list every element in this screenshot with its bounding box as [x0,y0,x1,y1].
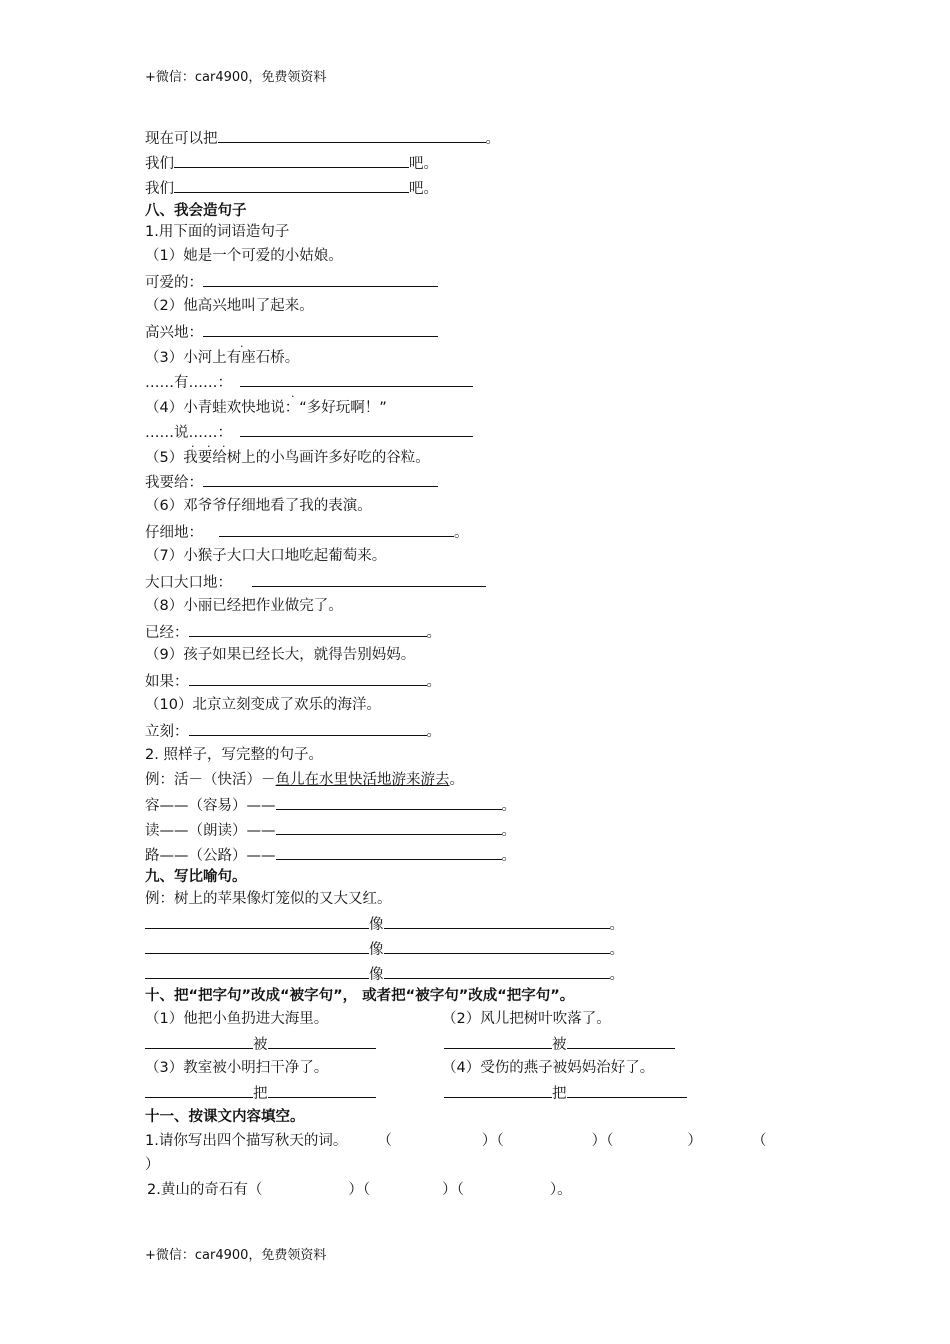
word-chain-line-1: 容——（容易）—— 。 [145,794,516,816]
answer-blank[interactable] [444,1033,552,1049]
convert-question-2: （2）风儿把树叶吹落了。 [442,1011,611,1027]
emphasis-dot: · [222,440,226,453]
answer-blank[interactable] [384,938,610,954]
word-label: 高兴地： [145,325,203,341]
make-sentence-line-9: 如果： 。 [145,670,441,692]
word-chain-line-2: 读——（朗读）—— 。 [145,819,516,841]
example-sentence-6: （6）邓爷爷仔细地看了我的表演。 [145,498,372,514]
word-label: 立刻： [145,724,189,740]
convert-question-3: （3）教室被小明扫干净了。 [145,1060,329,1076]
answer-blank[interactable] [567,1082,687,1098]
section-10-title: 十、把“把字句”改成“被字句”， 或者把“被字句”改成“把字句”。 [145,988,575,1004]
section-9-title: 九、写比喻句。 [145,869,247,885]
emphasis-dot: · [240,340,244,353]
fill-line-3 [145,177,438,199]
fill-suffix: 吧。 [409,181,438,197]
answer-blank[interactable] [145,963,369,979]
page-header: +微信：car4900，免费领资料 [145,70,327,85]
fill-line-2 [145,152,438,174]
word-label: 大口大口地： [145,575,232,591]
section-8-title: 八、我会造句子 [145,203,247,219]
make-sentence-line-5 [145,471,438,493]
page-footer: +微信：car4900，免费领资料 [145,1248,327,1263]
example-sentence-1: （1）她是一个可爱的小姑娘。 [145,248,343,264]
convert-answer-4: 把 [444,1082,687,1104]
answer-blank[interactable] [276,844,502,860]
answer-blank[interactable] [174,177,409,193]
word-label: ……说……： [145,425,232,441]
answer-blank[interactable] [145,913,369,929]
section-8-sub1: 1.用下面的词语造句子 [145,224,290,240]
example-sentence-3: （3）小河上有座石桥。 [145,350,300,366]
make-sentence-line-8: 已经： 。 [145,621,441,643]
make-sentence-line-7 [145,571,486,593]
answer-blank[interactable] [218,127,486,143]
answer-blank[interactable] [276,819,502,835]
answer-blank[interactable] [252,571,486,587]
word-label: 仔细地： [145,525,203,541]
answer-blank[interactable] [444,1082,552,1098]
answer-blank[interactable] [189,621,427,637]
emphasis-dot: · [207,440,211,453]
fill-suffix: 。 [485,131,500,147]
answer-blank[interactable] [145,1033,253,1049]
answer-blank[interactable] [567,1033,675,1049]
autumn-words-wrap: ） [145,1157,160,1173]
fill-suffix: 吧。 [409,156,438,172]
example-sentence-8: （8）小丽已经把作业做完了。 [145,598,343,614]
simile-line-1: 像 。 [145,913,624,935]
answer-blank[interactable] [268,1033,376,1049]
answer-blank[interactable] [384,963,610,979]
word-chain-line-3: 路——（公路）—— 。 [145,844,516,866]
word-label: 已经： [145,625,189,641]
make-sentence-line-1 [145,271,438,293]
emphasis-dot: · [191,440,195,453]
simile-line-2: 像 。 [145,938,624,960]
section-11-title: 十一、按课文内容填空。 [145,1109,305,1125]
answer-blank[interactable] [174,152,409,168]
answer-blank[interactable] [240,421,473,437]
example-sentence-2: （2）他高兴地叫了起来。 [145,298,314,314]
answer-blank[interactable] [240,371,473,387]
simile-line-3: 像 。 [145,963,624,985]
make-sentence-line-2 [145,321,438,343]
huangshan-question: 2.黄山的奇石有（ ）（ ）（ ）。 [147,1182,572,1198]
convert-question-1: （1）他把小鱼扔进大海里。 [145,1011,329,1027]
convert-answer-3: 把 [145,1082,376,1104]
word-label: 我要给： [145,475,203,491]
section-9-example: 例：树上的苹果像灯笼似的又大又红。 [145,891,392,907]
word-label: 可爱的： [145,275,203,291]
make-sentence-line-6: 仔细地： 。 [145,521,469,543]
emphasis-dot: · [291,390,295,403]
example-sentence-4: （4）小青蛙欢快地说：“多好玩啊！” [145,400,387,416]
example-sentence-7: （7）小猴子大口大口地吃起葡萄来。 [145,548,387,564]
example-sentence-9: （9）孩子如果已经长大，就得告别妈妈。 [145,647,416,663]
answer-blank[interactable] [384,913,610,929]
answer-blank[interactable] [276,794,502,810]
fill-prefix: 我们 [145,156,174,172]
example-word-chain: 例：活－（快活）－鱼儿在水里快活地游来游去。 [145,772,464,788]
fill-line-1 [145,127,500,149]
answer-blank[interactable] [203,321,438,337]
answer-blank[interactable] [268,1082,376,1098]
answer-blank[interactable] [189,670,427,686]
autumn-words-question: 1.请你写出四个描写秋天的词。 （ ）（ ）（ ） （ [145,1133,767,1149]
word-label: 如果： [145,674,189,690]
fill-prefix: 现在可以把 [145,131,218,147]
answer-blank[interactable] [189,720,427,736]
underlined-example: 鱼儿在水里快活地游来游去 [275,772,450,788]
make-sentence-line-10: 立刻： 。 [145,720,441,742]
fill-prefix: 我们 [145,181,174,197]
example-sentence-10: （10）北京立刻变成了欢乐的海洋。 [145,697,381,713]
answer-blank[interactable] [203,471,438,487]
convert-answer-1: 被 [145,1033,376,1055]
example-sentence-5: （5）我要给树上的小鸟画许多好吃的谷粒。 [145,450,430,466]
section-8-sub2: 2. 照样子，写完整的句子。 [145,747,323,763]
answer-blank[interactable] [145,938,369,954]
word-label: ……有……： [145,375,232,391]
make-sentence-line-3 [145,371,473,393]
answer-blank[interactable] [145,1082,253,1098]
answer-blank[interactable] [219,521,454,537]
convert-question-4: （4）受伤的燕子被妈妈治好了。 [442,1060,655,1076]
convert-answer-2: 被 [444,1033,675,1055]
answer-blank[interactable] [203,271,438,287]
